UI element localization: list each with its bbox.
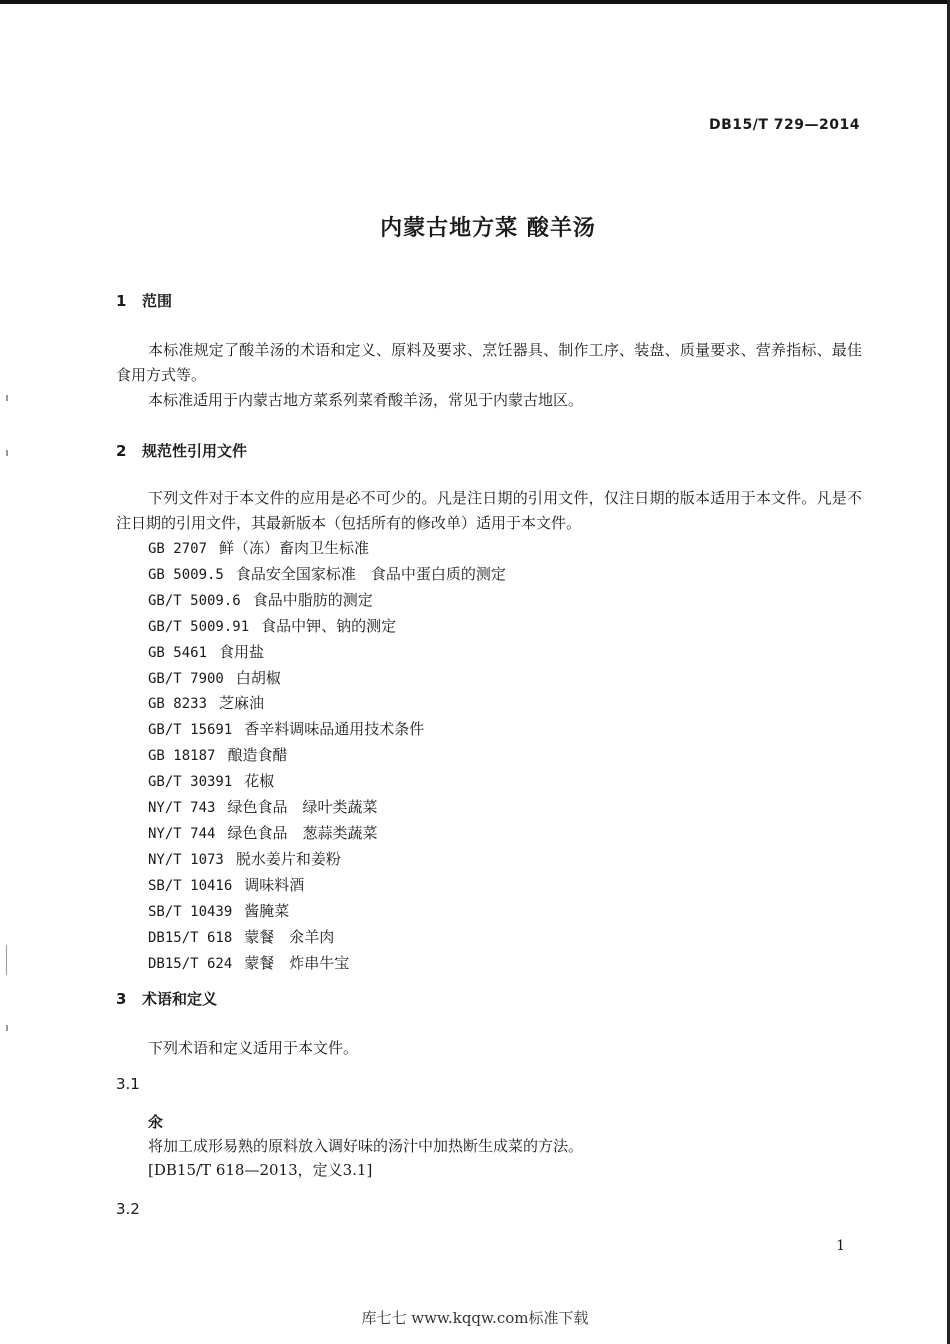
list-item: [148, 562, 506, 588]
page-number: 1: [836, 1238, 845, 1254]
reference-title: 食品安全国家标准 食品中蛋白质的测定: [235, 564, 506, 583]
reference-list: [148, 536, 506, 976]
reference-title: 食用盐: [219, 642, 265, 661]
term-entry: [148, 1110, 583, 1182]
section-number: 1: [116, 292, 127, 310]
reference-code: NY/T 743: [148, 800, 216, 817]
reference-code: DB15/T 624: [148, 955, 233, 972]
reference-title: 食品中脂肪的测定: [252, 590, 373, 609]
reference-title: 花椒: [244, 772, 275, 791]
reference-code: GB/T 15691: [148, 722, 233, 739]
list-item: [148, 743, 506, 769]
term-number: 3.2: [116, 1200, 140, 1218]
list-item: [148, 614, 506, 640]
reference-code: NY/T 1073: [148, 851, 224, 868]
reference-title: 绿色食品 绿叶类蔬菜: [227, 798, 378, 817]
reference-code: GB/T 30391: [148, 774, 233, 791]
reference-code: DB15/T 618: [148, 929, 233, 946]
reference-code: GB 2707: [148, 541, 208, 557]
reference-code: GB/T 7900: [148, 670, 224, 687]
reference-title: 绿色食品 葱蒜类蔬菜: [227, 823, 378, 842]
reference-title: 酱腌菜: [244, 901, 290, 920]
reference-title: 香辛料调味品通用技术条件: [244, 720, 425, 739]
term-definition: 将加工成形易熟的原料放入调好味的汤汁中加热断生成菜的方法。: [148, 1137, 584, 1155]
list-item: [148, 691, 506, 717]
list-item: [148, 821, 506, 847]
section-heading-terms-definitions: [116, 988, 217, 1009]
reference-title: 蒙餐 氽羊肉: [244, 927, 335, 946]
list-item: [148, 899, 506, 925]
scan-mark: [6, 395, 8, 401]
list-item: [148, 536, 506, 562]
footer-watermark[interactable]: 库七七 www.kqqw.com标准下载: [361, 1309, 589, 1327]
reference-code: SB/T 10439: [148, 903, 233, 920]
scan-mark: [6, 450, 8, 456]
reference-title: 蒙餐 炸串牛宝: [244, 953, 350, 972]
section-heading-scope: [116, 290, 172, 311]
scan-mark: [6, 1025, 8, 1031]
section-number: 2: [116, 442, 127, 460]
list-item: [148, 925, 506, 951]
reference-code: GB 8233: [148, 696, 208, 713]
list-item: [148, 717, 506, 743]
reference-title: 酿造食醋: [227, 746, 288, 765]
reference-code: SB/T 10416: [148, 877, 233, 894]
terms-intro-paragraph: 下列术语和定义适用于本文件。: [148, 1039, 359, 1057]
reference-code: GB 5461: [148, 644, 208, 661]
term-word: 氽: [148, 1113, 164, 1131]
list-item: [148, 769, 506, 795]
reference-title: 白胡椒: [235, 668, 281, 687]
scope-paragraph-1: 本标准规定了酸羊汤的术语和定义、原料及要求、烹饪器具、制作工序、装盘、质量要求、营养指标、最佳食用方式等。: [116, 341, 862, 384]
section-number: 3: [116, 990, 127, 1008]
scan-top-edge: [0, 0, 950, 4]
reference-title: 鲜（冻）畜肉卫生标准: [219, 539, 370, 557]
term-source: [DB15/T 618—2013，定义3.1]: [148, 1161, 373, 1179]
section-title: 术语和定义: [142, 990, 218, 1008]
reference-title: 食品中钾、钠的测定: [261, 616, 397, 635]
list-item: [148, 795, 506, 821]
scope-paragraph-2: 本标准适用于内蒙古地方菜系列菜肴酸羊汤，常见于内蒙古地区。: [148, 391, 584, 409]
list-item: [148, 847, 506, 873]
reference-code: NY/T 744: [148, 825, 216, 842]
list-item: [148, 640, 506, 666]
reference-title: 脱水姜片和姜粉: [235, 849, 341, 868]
list-item: [148, 588, 506, 614]
reference-code: GB/T 5009.91: [148, 618, 250, 635]
references-intro-paragraph: 下列文件对于本文件的应用是必不可少的。凡是注日期的引用文件，仅注日期的版本适用于本文件。凡是不注日期的引用文件，其最新版本（包括所有的修改单）适用于本文件。: [116, 489, 862, 532]
section-heading-normative-references: [116, 440, 247, 461]
reference-title: 芝麻油: [219, 694, 265, 713]
list-item: [148, 951, 506, 977]
section-title: 规范性引用文件: [142, 442, 248, 460]
reference-code: GB/T 5009.6: [148, 592, 241, 609]
reference-title: 调味料酒: [244, 875, 305, 894]
reference-code: GB 5009.5: [148, 566, 224, 583]
term-number: 3.1: [116, 1075, 140, 1093]
list-item: [148, 666, 506, 692]
scan-mark: [6, 945, 7, 975]
document-title: 内蒙古地方菜 酸羊汤: [380, 216, 596, 241]
section-title: 范围: [142, 292, 173, 310]
list-item: [148, 873, 506, 899]
document-number: DB15/T 729—2014: [709, 117, 860, 133]
reference-code: GB 18187: [148, 748, 216, 765]
